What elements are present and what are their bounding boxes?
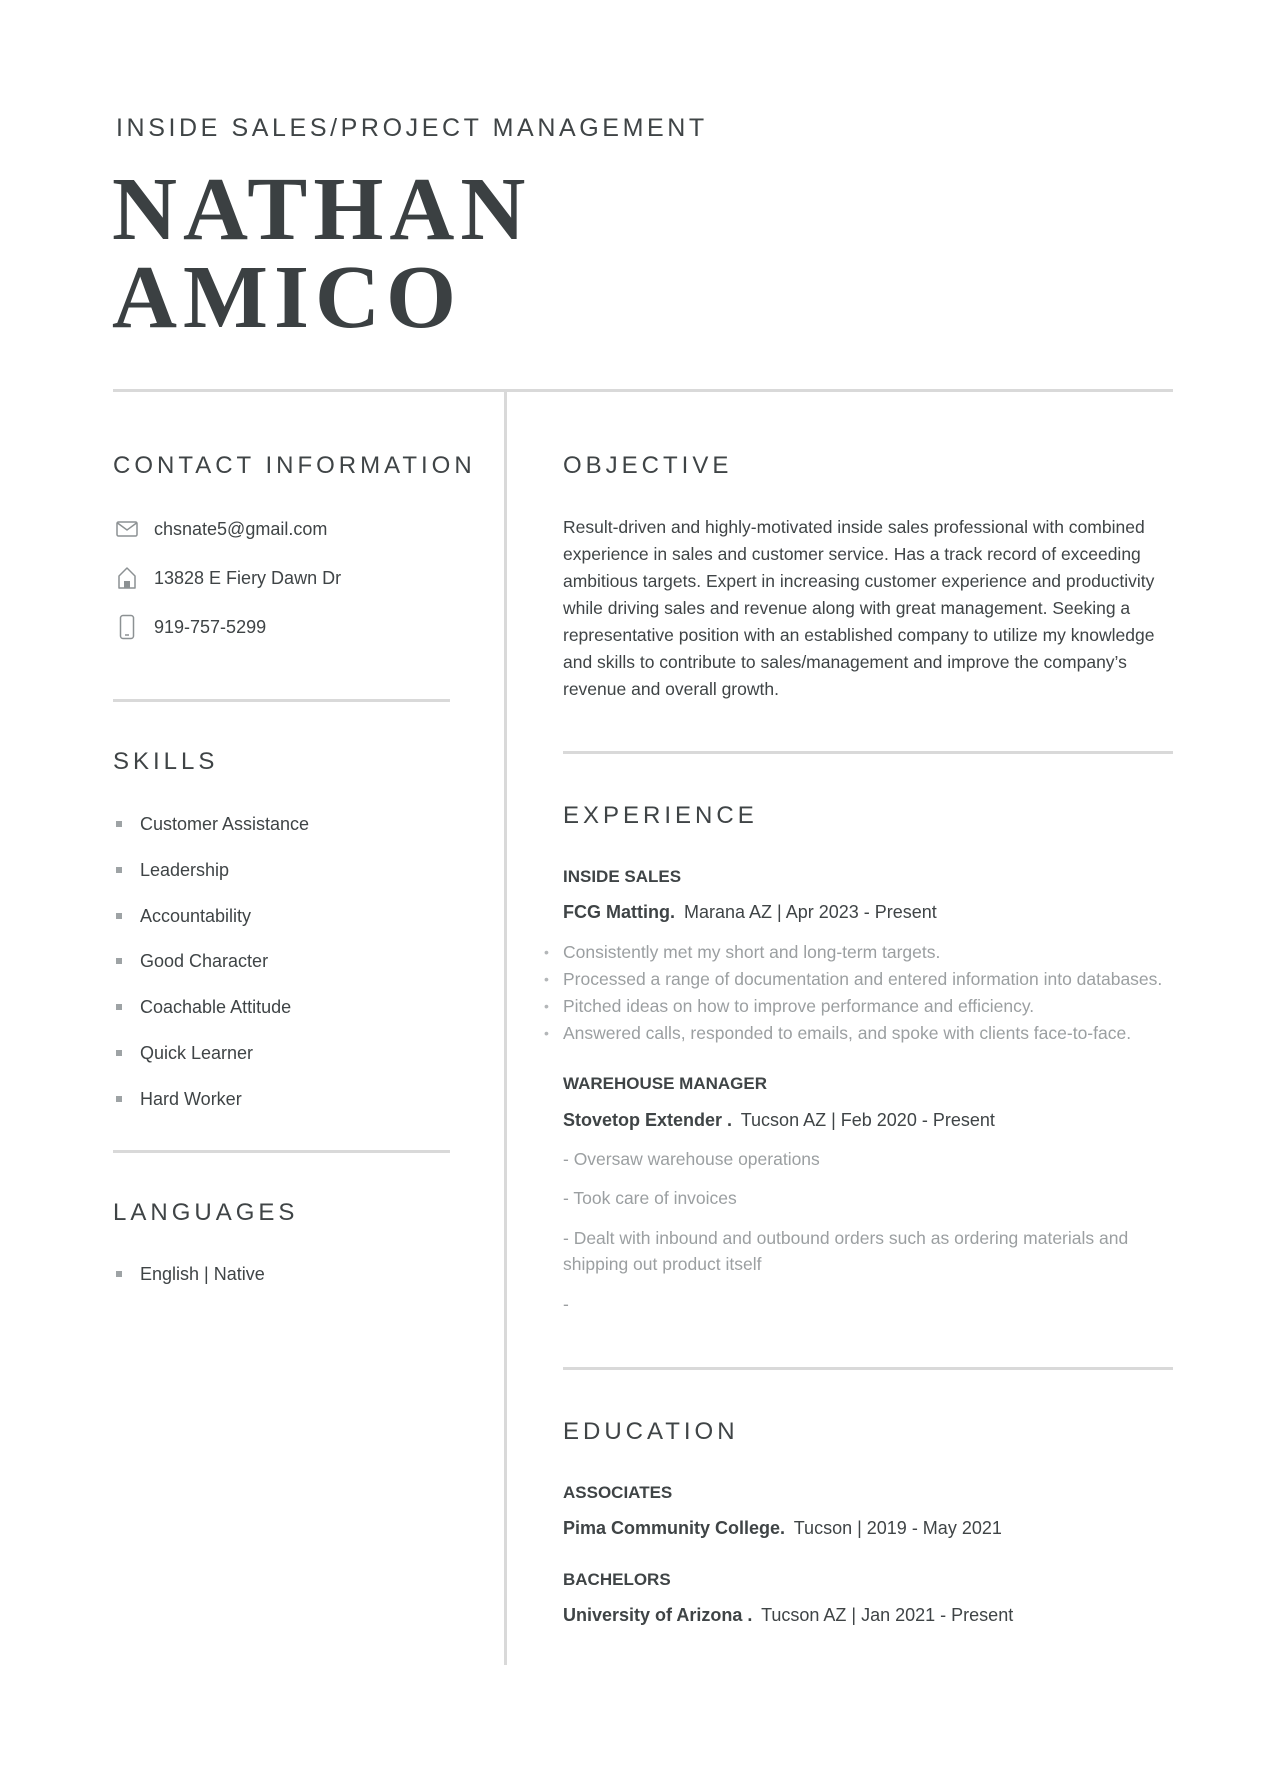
contact-phone-row — [116, 612, 266, 642]
education-school-line — [563, 1605, 1013, 1626]
education-school: Pima Community College. — [563, 1518, 786, 1538]
contact-phone[interactable]: 919-757-5299 — [154, 616, 267, 637]
mail-icon — [116, 516, 138, 542]
skill-item: Quick Learner — [116, 1039, 253, 1067]
list-item: • Consistently met my short and long-term targets. — [544, 942, 941, 962]
languages-section-title: LANGUAGES — [113, 1199, 299, 1226]
column-divider — [504, 392, 507, 1665]
list-item: • Processed a range of documentation and entered information into databases. — [544, 969, 1163, 989]
skill-item: Hard Worker — [116, 1085, 242, 1113]
experience-divider — [563, 1367, 1173, 1370]
contact-address-row — [116, 563, 341, 593]
skill-item: Coachable Attitude — [116, 993, 291, 1021]
skill-item: Good Character — [116, 947, 268, 975]
job-bullets — [544, 939, 1163, 1047]
list-item: • Pitched ideas on how to improve performance and efficiency. — [544, 996, 1035, 1016]
contact-address: 13828 E Fiery Dawn Dr — [154, 567, 342, 588]
job-company-line — [563, 1110, 995, 1131]
objective-section-title: OBJECTIVE — [563, 452, 733, 479]
job-title: WAREHOUSE MANAGER — [563, 1074, 768, 1093]
skill-item: Accountability — [116, 902, 251, 930]
header-divider — [113, 389, 1173, 392]
contact-divider — [113, 699, 450, 702]
skill-item: Customer Assistance — [116, 810, 309, 838]
job-company: Stovetop Extender . — [563, 1110, 733, 1130]
list-item: • Answered calls, responded to emails, and spoke with clients face-to-face. — [544, 1023, 1132, 1043]
job-title: INSIDE SALES — [563, 867, 682, 886]
job-details: Marana AZ | Apr 2023 - Present — [684, 902, 937, 922]
job-note: shipping out product itself — [563, 1254, 762, 1274]
job-note: - Dealt with inbound and outbound orders such as ordering materials and — [563, 1228, 1129, 1248]
last-name: AMICO — [112, 248, 462, 347]
education-details: Tucson | 2019 - May 2021 — [793, 1518, 1002, 1538]
job-note: - Oversaw warehouse operations — [563, 1149, 820, 1169]
contact-email-row — [116, 514, 327, 544]
contact-section-title: CONTACT INFORMATION — [113, 452, 476, 479]
skill-item: Leadership — [116, 856, 229, 884]
education-school-line — [563, 1518, 1002, 1539]
first-name: NATHAN — [112, 160, 532, 259]
contact-email[interactable]: chsnate5@gmail.com — [154, 518, 328, 539]
education-degree: BACHELORS — [563, 1570, 671, 1589]
job-company: FCG Matting. — [563, 902, 675, 922]
education-degree: ASSOCIATES — [563, 1483, 673, 1502]
job-note: - — [563, 1294, 569, 1314]
education-section-title: EDUCATION — [563, 1418, 739, 1445]
skills-section-title: SKILLS — [113, 748, 219, 775]
job-company-line — [563, 902, 937, 923]
job-details: Tucson AZ | Feb 2020 - Present — [740, 1110, 995, 1130]
education-details: Tucson AZ | Jan 2021 - Present — [761, 1605, 1014, 1625]
objective-text: Result-driven and highly-motivated inside sales professional with combined experience in sales and customer service. Has a track record of exceeding ambitious targets. Expert in increasing customer experience and productivity while driving sales and revenue along with great management. Seeking a representative position with an established company to utilize my knowledge and skills to contribute to sales/management and improve the company’s revenue and overall growth. — [563, 517, 1155, 699]
home-icon — [116, 565, 138, 591]
education-school: University of Arizona . — [563, 1605, 753, 1625]
phone-icon — [116, 614, 138, 640]
experience-section-title: EXPERIENCE — [563, 802, 758, 829]
job-note: - Took care of invoices — [563, 1188, 737, 1208]
job-headline: INSIDE SALES/PROJECT MANAGEMENT — [116, 114, 708, 142]
objective-divider — [563, 751, 1173, 754]
skills-divider — [113, 1150, 450, 1153]
language-item: English | Native — [116, 1260, 265, 1288]
